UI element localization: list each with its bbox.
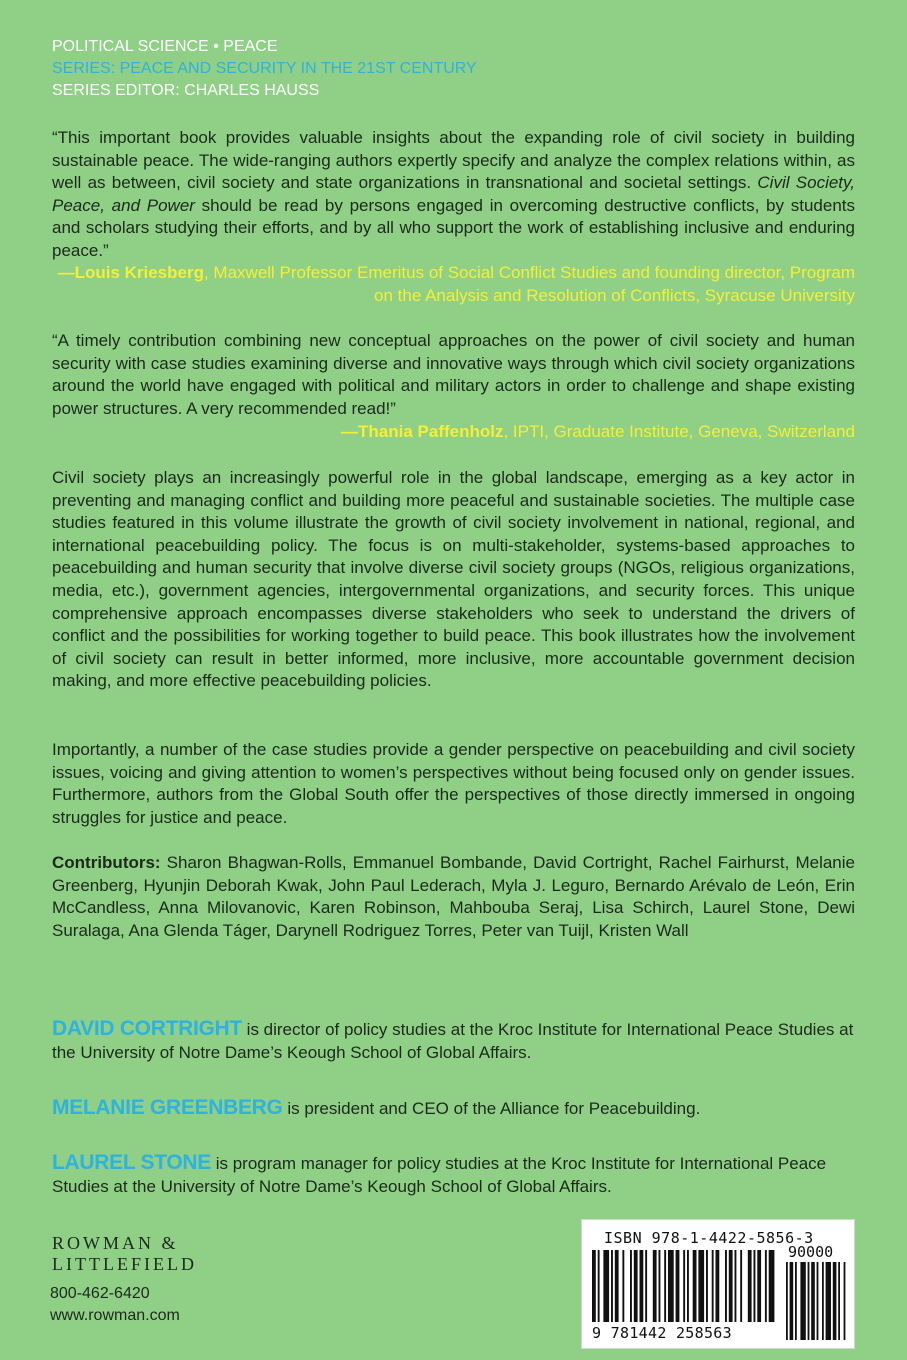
endorser-name: —Thania Paffenholz (341, 422, 504, 441)
price-code: 90000 (788, 1243, 834, 1261)
endorsement-attribution-2: —Thania Paffenholz, IPTI, Graduate Institute, Geneva, Switzerland (341, 422, 855, 441)
editor-bio-2: MELANIE GREENBERG is president and CEO of the Alliance for Peacebuilding. (52, 1096, 701, 1119)
editor-name: LAUREL STONE (52, 1151, 211, 1174)
book-title: Civil Society, Peace, and Power (52, 173, 855, 215)
description-paragraph-2: Importantly, a number of the case studies provide a gender perspective on peacebuilding and civil society issues, voicing and giving attention to women’s perspectives without being focused only on gender issues. Furthermore, authors from the Global South offer the perspectives of those directly immersed in ongoing struggles for justice and peace. (52, 740, 855, 827)
editor-name: MELANIE GREENBERG (52, 1096, 283, 1119)
isbn-label: ISBN 978-1-4422-5856-3 (604, 1229, 814, 1247)
phone-number: 800-462-6420 (50, 1285, 150, 1302)
description-paragraph-1: Civil society plays an increasingly powerful role in the global landscape, emerging as a key actor in preventing and managing conflict and building more peaceful and sustainable societies. The multiple case studies featured in this volume illustrate the growth of civil society involvement in national, regional, and international peacebuilding policy. The focus is on multi-stakeholder, systems-based approaches to peacebuilding and human security that involve diverse civil society groups (NGOs, religious organizations, media, etc.), government agencies, intergovernmental organizations, and security forces. This unique comprehensive approach encompasses diverse stakeholders who seek to understand the drivers of conflict and the possibilities for working together to build peace. This book illustrates how the involvement of civil society can result in better informed, more inclusive, more accountable government decision making, and more effective peacebuilding policies. (52, 468, 855, 691)
endorsement-quote-1: “This important book provides valuable insights about the expanding role of civil society in building sustainable peace. The wide-ranging authors expertly specify and analyze the complex relations within, as well as between, civil society and state organizations in transnational and societal settings. Civil Society, Peace, and Power should be read by persons engaged in overcoming destructive conflicts, by students and scholars studying their efforts, and by all who support the work of establishing inclusive and enduring peace.” (52, 128, 855, 260)
editor-name: DAVID CORTRIGHT (52, 1017, 242, 1040)
publisher-contact (50, 1283, 180, 1327)
header-meta (52, 36, 477, 102)
publisher-logo: ROWMAN & LITTLEFIELD (52, 1233, 197, 1274)
website-url: www.rowman.com (50, 1307, 180, 1324)
editor-bio-1: DAVID CORTRIGHT is director of policy studies at the Kroc Institute for International Peace Studies at the University of Notre Dame’s Keough School of Global Affairs. (52, 1017, 854, 1062)
endorsement-attribution-1: —Louis Kriesberg, Maxwell Professor Emeritus of Social Conflict Studies and founding director, Program on the Analysis and Resolution of Conflicts, Syracuse University (57, 263, 855, 305)
category-label: POLITICAL SCIENCE • PEACE (52, 38, 278, 55)
editor-bio-3: LAUREL STONE is program manager for policy studies at the Kroc Institute for International Peace Studies at the University of Notre Dame’s Keough School of Global Affairs. (52, 1151, 827, 1196)
contributors-label: Contributors: (52, 853, 161, 872)
endorser-name: —Louis Kriesberg (57, 263, 204, 282)
contributors-list: Contributors: Sharon Bhagwan-Rolls, Emmanuel Bombande, David Cortright, Rachel Fairhurst, Melanie Greenberg, Hyunjin Deborah Kwak, John Paul Lederach, Myla J. Leguro, Bernardo Arévalo de León, Erin McCandless, Anna Milovanovic, Karen Robinson, Mahbouba Seraj, Lisa Schirch, Laurel Stone, Dewi Suralaga, Ana Glenda Táger, Darynell Rodriguez Torres, Peter van Tuijl, Kristen Wall (52, 853, 855, 940)
barcode-box (581, 1219, 855, 1349)
series-editor-label: SERIES EDITOR: CHARLES HAUSS (52, 82, 320, 99)
series-label: SERIES: PEACE AND SECURITY IN THE 21ST CENTURY (52, 60, 477, 77)
barcode-digits: 9 781442 258563 (592, 1324, 732, 1342)
endorsement-quote-2: “A timely contribution combining new conceptual approaches on the power of civil society and human security with case studies examining diverse and innovative ways through which civil society organizations around the world have engaged with political and military actors in order to challenge and shape existing power structures. A very recommended read!” (52, 331, 855, 418)
